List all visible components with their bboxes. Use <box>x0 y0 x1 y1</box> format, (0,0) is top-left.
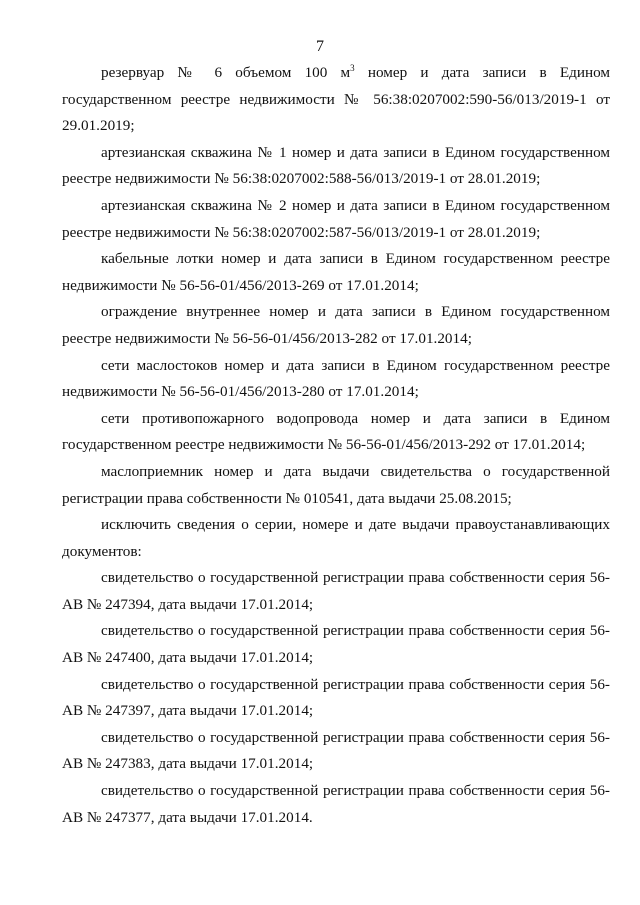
page-number: 7 <box>316 38 324 55</box>
paragraph-text: резервуар № 6 объемом 100 м <box>101 64 351 81</box>
paragraph: свидетельство о государственной регистрации права собственности серия 56-АВ № 247394, дата выдачи 17.01.2014; <box>62 569 610 613</box>
paragraph: исключить сведения о серии, номере и дате выдачи правоустанавливающих документов: <box>62 516 610 560</box>
paragraph: ограждение внутреннее номер и дата записи в Едином государственном реестре недвижимости № 56-56-01/456/2013-282 от 17.01.2014; <box>62 303 610 347</box>
paragraph: свидетельство о государственной регистрации права собственности серия 56-АВ № 247397, дата выдачи 17.01.2014; <box>62 675 610 720</box>
paragraph: артезианская скважина № 2 номер и дата записи в Едином государственном реестре недвижимости № 56:38:0207002:587-56/013/2019-1 от 28.01.2019; <box>62 196 610 241</box>
paragraph: свидетельство о государственной регистрации права собственности серия 56-АВ № 247377, дата выдачи 17.01.2014. <box>62 782 610 826</box>
paragraph: кабельные лотки номер и дата записи в Едином государственном реестре недвижимости № 56-56-01/456/2013-269 от 17.01.2014; <box>62 250 610 294</box>
paragraph: свидетельство о государственной регистрации права собственности серия 56-АВ № 247383, дата выдачи 17.01.2014; <box>62 728 610 773</box>
paragraph: маслоприемник номер и дата выдачи свидетельства о государственной регистрации права собственности № 010541, дата выдачи 25.08.2015; <box>62 462 610 507</box>
superscript: 3 <box>350 63 355 73</box>
paragraph-reservoir <box>62 60 610 140</box>
paragraph: сети противопожарного водопровода номер и дата записи в Едином государственном реестре недвижимости № 56-56-01/456/2013-292 от 17.01.2014; <box>62 409 610 454</box>
paragraph: сети маслостоков номер и дата записи в Едином государственном реестре недвижимости № 56-56-01/456/2013-280 от 17.01.2014; <box>62 356 610 401</box>
document-body <box>62 60 610 831</box>
paragraph-text-continued: номер и дата записи в Едином государственном реестре недвижимости № 56:38:0207002:590-56/013/2019-1 от 29.01.2019; <box>62 64 610 135</box>
paragraph: артезианская скважина № 1 номер и дата записи в Едином государственном реестре недвижимости № 56:38:0207002:588-56/013/2019-1 от 28.01.2019; <box>62 143 610 188</box>
paragraph: свидетельство о государственной регистрации права собственности серия 56-АВ № 247400, дата выдачи 17.01.2014; <box>62 622 610 667</box>
